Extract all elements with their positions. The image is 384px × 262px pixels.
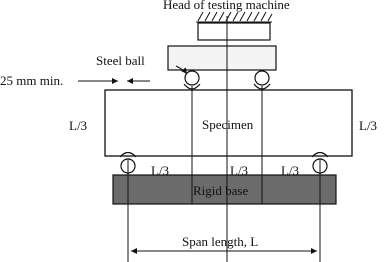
span-length-label: Span length, L bbox=[182, 234, 259, 249]
overhang-label: 25 mm min. bbox=[0, 73, 64, 88]
depth-right-label: L/3 bbox=[359, 118, 378, 133]
third-span-label-1: L/3 bbox=[151, 163, 170, 178]
upper-roller-right bbox=[255, 71, 269, 85]
third-span-label-2: L/3 bbox=[230, 163, 249, 178]
loading-head-beam bbox=[168, 46, 276, 70]
upper-roller-left bbox=[185, 71, 199, 85]
machine-head-hatching bbox=[196, 12, 272, 22]
specimen-label: Specimen bbox=[202, 117, 254, 132]
steel-ball-label: Steel ball bbox=[96, 53, 145, 68]
third-span-label-3: L/3 bbox=[281, 163, 300, 178]
head-label: Head of testing machine bbox=[163, 0, 290, 12]
depth-left-label: L/3 bbox=[69, 118, 88, 133]
rigid-base-label: Rigid base bbox=[193, 183, 249, 198]
loading-head-upper bbox=[198, 23, 270, 40]
